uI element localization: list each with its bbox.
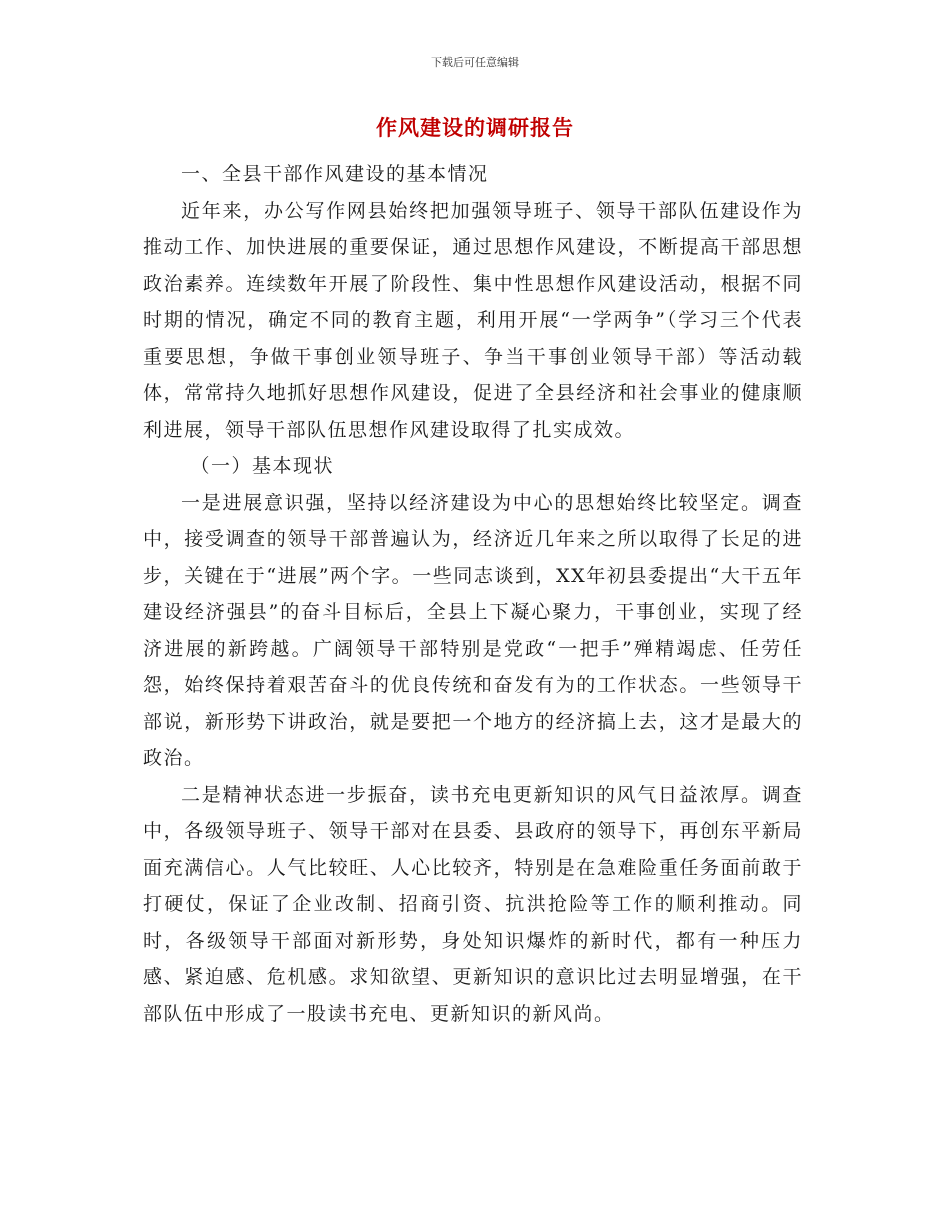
header-note: 下载后可任意编辑 <box>431 56 519 69</box>
section-heading: 一、全县干部作风建设的基本情况 <box>181 163 489 185</box>
subsection-heading: （一）基本现状 <box>190 455 335 477</box>
paragraph: 近年来，办公写作网县始终把加强领导班子、领导干部队伍建设作为推动工作、加快进展的重要保证，通过思想作风建设，不断提高干部思想政治素养。连续数年开展了阶段性、集中性思想作风建设活动，根据不同时期的情况，确定不同的教育主题，利用开展“一学两争”（学习三个代表重要思想，争做干事创业领导班子、争当干事创业领导干部）等活动载体，常常持久地抓好思想作风建设，促进了全县经济和社会事业的健康顺利进展，领导干部队伍思想作风建设取得了扎实成效。 <box>143 199 803 441</box>
document-body <box>143 156 803 1032</box>
paragraph: 二是精神状态进一步振奋，读书充电更新知识的风气日益浓厚。调查中，各级领导班子、领导干部对在县委、县政府的领导下，再创东平新局面充满信心。人气比较旺、人心比较齐，特别是在急难险重任务面前敢于打硬仗，保证了企业改制、招商引资、抗洪抢险等工作的顺利推动。同时，各级领导干部面对新形势，身处知识爆炸的新时代，都有一种压力感、紧迫感、危机感。求知欲望、更新知识的意识比过去明显增强，在干部队伍中形成了一股读书充电、更新知识的新风尚。 <box>143 783 803 1025</box>
paragraph: 一是进展意识强，坚持以经济建设为中心的思想始终比较坚定。调查中，接受调查的领导干部普遍认为，经济近几年来之所以取得了长足的进步，关键在于“进展”两个字。一些同志谈到，XX年初县委提出“大干五年建设经济强县”的奋斗目标后，全县上下凝心聚力，干事创业，实现了经济进展的新跨越。广阔领导干部特别是党政“一把手”殚精竭虑、任劳任怨，始终保持着艰苦奋斗的优良传统和奋发有为的工作状态。一些领导干部说，新形势下讲政治，就是要把一个地方的经济搞上去，这才是最大的政治。 <box>143 491 803 769</box>
document-title: 作风建设的调研报告 <box>376 116 574 140</box>
